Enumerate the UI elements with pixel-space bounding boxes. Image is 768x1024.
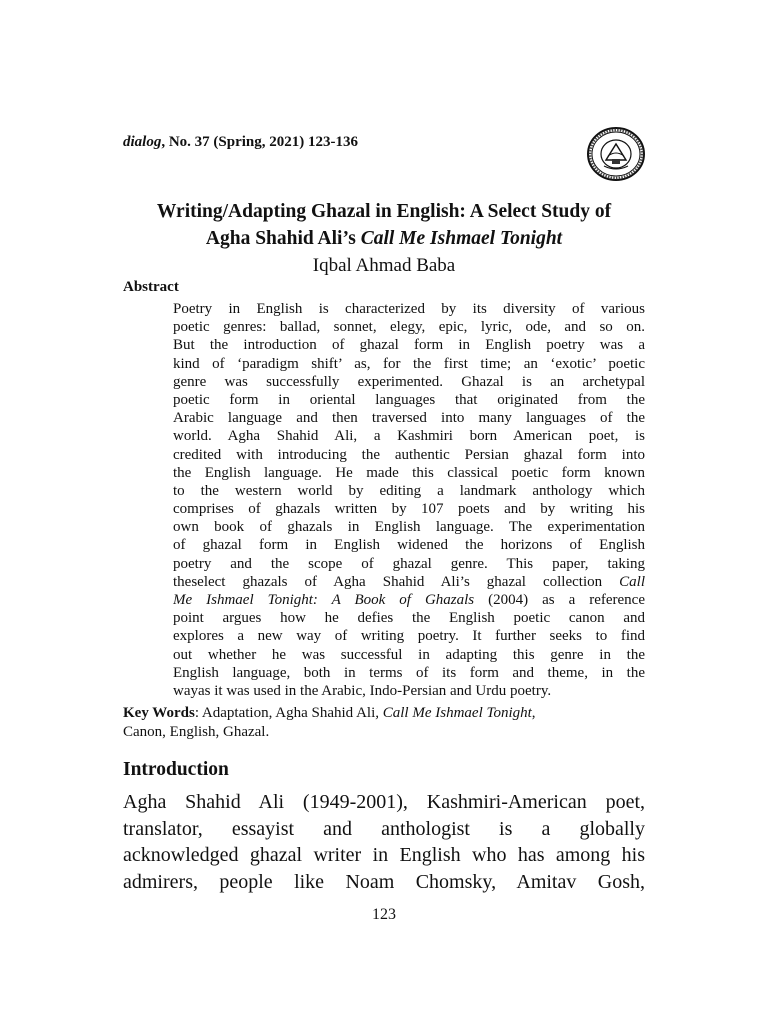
- introduction-heading: Introduction: [123, 759, 229, 780]
- body-line: Agha Shahid Ali (1949-2001), Kashmiri-American poet,: [123, 791, 645, 813]
- keywords-italic: , Call Me Ishmael Tonight: [375, 705, 532, 721]
- abstract-line: credited with introducing the authentic Persian ghazal form into: [173, 446, 645, 463]
- university-seal-icon: [586, 126, 646, 182]
- body-line: admirers, people like Noam Chomsky, Amitav Gosh,: [123, 870, 645, 893]
- abstract-text: (2004) as a reference: [474, 592, 645, 608]
- abstract-line: of ghazal form in English widened the horizons of English: [173, 537, 645, 554]
- book-title-italic: Call: [619, 573, 645, 590]
- abstract-line: point argues how he defies the English poetic canon and: [173, 610, 645, 627]
- abstract-line: poetic genres: ballad, sonnet, elegy, epic, lyric, ode, and so on.: [173, 319, 645, 336]
- citation-details: , No. 37 (Spring, 2021) 123-136: [161, 134, 359, 150]
- abstract-line: to the western world by editing a landmark anthology which: [173, 482, 645, 499]
- keywords-line: [123, 704, 645, 723]
- keywords-line: Canon, English, Ghazal.: [123, 723, 270, 740]
- author-name: Iqbal Ahmad Baba: [312, 255, 456, 276]
- book-title-italic: Me Ishmael Tonight: A Book of Ghazals: [173, 592, 475, 608]
- abstract-line: Arabic language and then traversed into many languages of the: [173, 410, 645, 427]
- abstract-line: English language, both in terms of its form and theme, in the: [173, 664, 645, 681]
- abstract-line: kind of ‘paradigm shift’ as, for the first time; an ‘exotic’ poetic: [173, 355, 645, 372]
- abstract-line: world. Agha Shahid Ali, a Kashmiri born American poet, is: [173, 428, 645, 445]
- abstract-body: [173, 300, 645, 700]
- body-line: translator, essayist and anthologist is a globally: [123, 817, 645, 840]
- keywords: [123, 704, 645, 741]
- abstract-line: Poetry in English is characterized by its diversity of various: [173, 301, 645, 317]
- abstract-text: theselect ghazals of Agha Shahid Ali’s ghazal collection: [173, 573, 620, 590]
- abstract-line: poetry and the scope of ghazal genre. This paper, taking: [173, 555, 645, 572]
- abstract-line: wayas it was used in the Arabic, Indo-Persian and Urdu poetry.: [173, 682, 552, 699]
- paper-title-line-1: Writing/Adapting Ghazal in English: A Select Study of: [156, 201, 612, 222]
- abstract-line: [173, 591, 645, 609]
- abstract-line: the English language. He made this classical poetic form known: [173, 464, 645, 481]
- journal-name: dialog: [123, 134, 162, 150]
- paper-title-prefix: Agha Shahid Ali’s: [205, 228, 361, 249]
- abstract-line: explores a new way of writing poetry. It further seeks to find: [173, 628, 645, 645]
- abstract-line: But the introduction of ghazal form in English poetry was a: [173, 337, 645, 354]
- keywords-text: : Adaptation, Agha Shahid Ali: [194, 705, 376, 721]
- keywords-text: ,: [531, 705, 536, 721]
- page-number: 123: [372, 906, 396, 923]
- body-line: acknowledged ghazal writer in English who has among his: [123, 844, 645, 866]
- paper-title-book: Call Me Ishmael Tonight: [360, 228, 563, 249]
- abstract-line: poetic form in oriental languages that originated from the: [173, 391, 645, 408]
- abstract-line: own book of ghazals in English language. The experimentation: [173, 519, 645, 536]
- abstract-line: genre was successfully experimented. Ghazal is an archetypal: [173, 373, 645, 390]
- paper-title-line-2: [100, 228, 668, 250]
- keywords-label: Key Words: [123, 705, 195, 721]
- abstract-heading: Abstract: [123, 279, 179, 295]
- abstract-line: out whether he was successful in adapting this genre in the: [173, 646, 645, 663]
- introduction-body: [123, 789, 645, 895]
- abstract-line: [173, 573, 645, 591]
- journal-citation: [123, 134, 358, 151]
- abstract-line: comprises of ghazals written by 107 poets and by writing his: [173, 501, 645, 518]
